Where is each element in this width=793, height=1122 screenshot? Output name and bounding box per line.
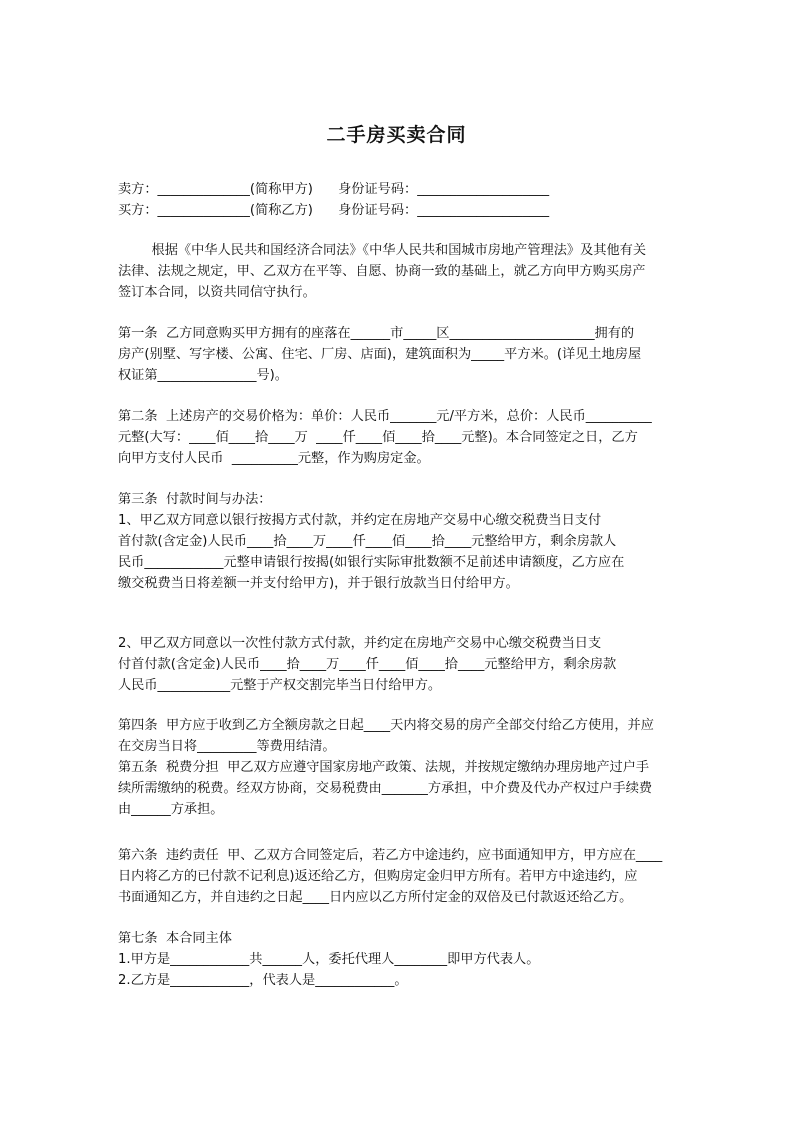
contract-line: 第三条 付款时间与办法： (118, 492, 272, 507)
contract-line: 在交房当日将_________等费用结清。 (118, 739, 336, 754)
contract-line: 向甲方支付人民币 __________元整，作为购房定金。 (118, 451, 430, 466)
contract-line: 1.甲方是____________共______人，委托代理人________即甲方代表人。 (118, 952, 540, 967)
contract-line: 第四条 甲方应于收到乙方全额房款之日起____天内将交易的房产全部交付给乙方使用，并应 (118, 718, 654, 733)
page-title: 二手房买卖合同 (326, 124, 467, 146)
contract-line: 2.乙方是____________，代表人是____________。 (118, 973, 408, 988)
contract-line: 房产(别墅、写字楼、公寓、住宅、厂房、店面)，建筑面积为_____平方米。(详见土地房屋 (118, 347, 642, 362)
contract-line: 法律、法规之规定，甲、乙双方在平等、自愿、协商一致的基础上，就乙方向甲方购买房产 (118, 264, 646, 279)
contract-line: 由______方承担。 (118, 802, 224, 817)
contract-line: 2、甲乙双方同意以一次性付款方式付款，并约定在房地产交易中心缴交税费当日支 (118, 636, 602, 651)
contract-line: 第七条 本合同主体 (118, 931, 232, 946)
contract-line: 第二条 上述房产的交易价格为：单价：人民币_______元/平方米，总价：人民币__________ (118, 409, 652, 424)
contract-line: 续所需缴纳的税费。经双方协商，交易税费由_______方承担，中介费及代办产权过户手续费 (118, 781, 653, 796)
contract-line: 根据《中华人民共和国经济合同法》《中华人民共和国城市房地产管理法》及其他有关 (118, 243, 647, 258)
contract-line: 书面通知乙方，并自违约之日起____日内应以乙方所付定金的双倍及已付款返还给乙方。 (118, 890, 633, 905)
contract-line: 1、甲乙双方同意以银行按揭方式付款，并约定在房地产交易中心缴交税费当日支付 (118, 513, 602, 528)
contract-line: 民币____________元整申请银行按揭(如银行实际审批数额不足前述申请额度，乙方应在 (118, 555, 625, 570)
contract-line: 日内将乙方的已付款不记利息)返还给乙方，但购房定金归甲方所有。若甲方中途违约，应 (118, 869, 638, 884)
contract-line: 买方：______________(简称乙方) 身份证号码：____________________ (118, 203, 550, 218)
contract-line: 签订本合同，以资共同信守执行。 (118, 285, 316, 300)
contract-line: 卖方：______________(简称甲方) 身份证号码：____________________ (118, 182, 550, 197)
contract-line: 第一条 乙方同意购买甲方拥有的座落在______市_____区______________________拥有的 (118, 326, 635, 341)
contract-line: 人民币___________元整于产权交割完毕当日付给甲方。 (118, 678, 442, 693)
contract-line: 第六条 违约责任 甲、乙双方合同签定后，若乙方中途违约，应书面通知甲方，甲方应在____ (118, 848, 663, 863)
contract-line: 首付款(含定金)人民币____拾____万____仟____佰____拾____元整给甲方，剩余房款人 (118, 534, 617, 549)
contract-line: 缴交税费当日将差额一并支付给甲方)，并于银行放款当日付给甲方。 (118, 576, 519, 591)
contract-line: 元整(大写：____佰____拾____万 ____仟____佰____拾____元整)。本合同签定之日，乙方 (118, 430, 638, 445)
contract-line: 权证第_______________号)。 (118, 368, 288, 383)
contract-line: 付首付款(含定金)人民币____拾____万____仟____佰____拾____元整给甲方，剩余房款 (118, 657, 617, 672)
contract-line: 第五条 税费分担 甲乙双方应遵守国家房地产政策、法规，并按规定缴纳办理房地产过户手 (118, 760, 650, 775)
